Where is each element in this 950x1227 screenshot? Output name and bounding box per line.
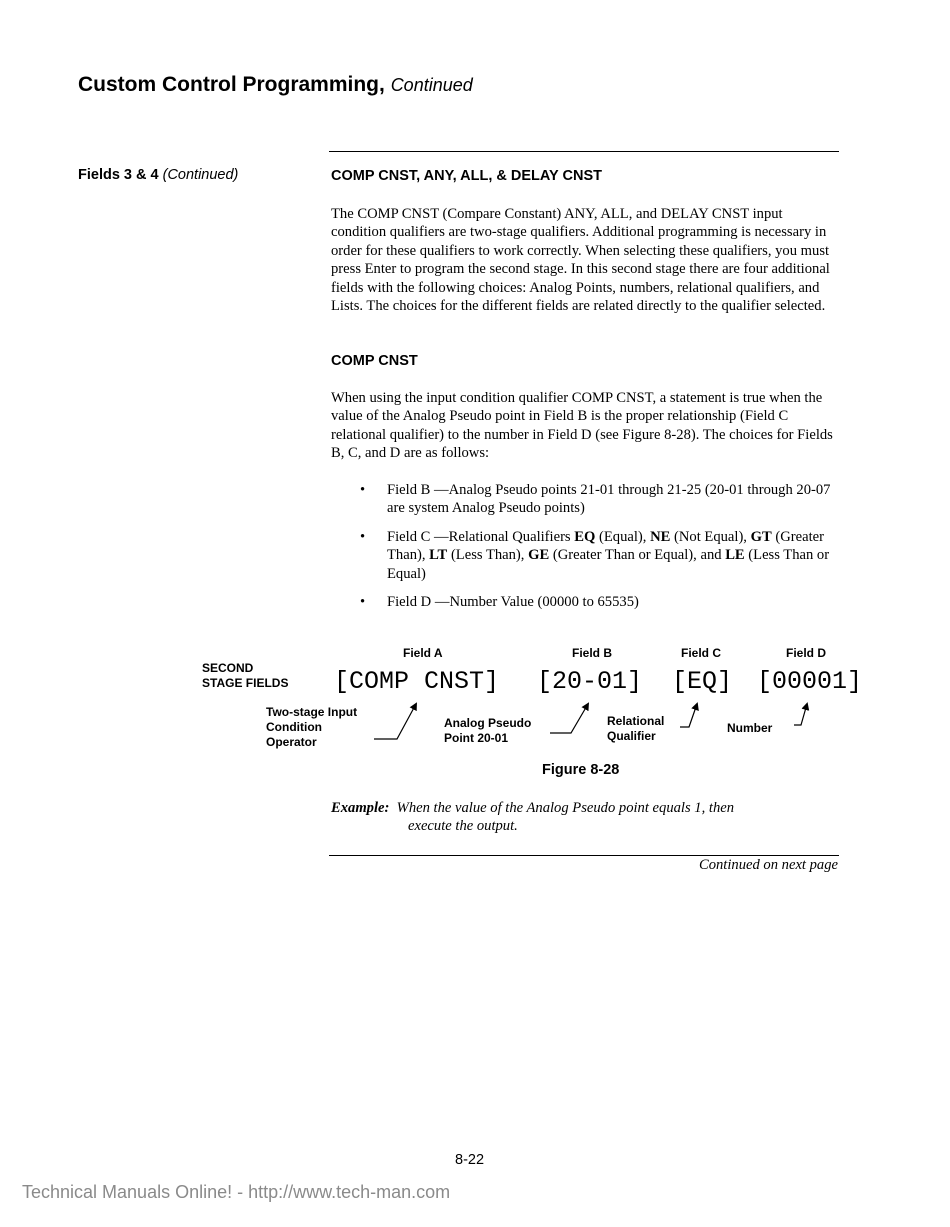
section-body-comp-cnst: When using the input condition qualifier COMP CNST, a statement is true when the value of the Analog Pseudo point in Field B is the proper relationship (Field C relational qualifier) to the number in Field D (see Figure 8-28). The choices for Fields B, C, and D are as follows: xyxy=(331,390,833,462)
callout-field-b xyxy=(444,716,531,746)
field-b-label: Field B xyxy=(572,646,613,660)
qualifier-lt: LT xyxy=(429,547,448,564)
example-label: Example: xyxy=(331,800,390,816)
callout-a-line2: Condition xyxy=(266,720,322,734)
arrow-field-b xyxy=(550,704,588,733)
qualifier-ge: GE xyxy=(528,547,550,564)
figure-left-label-line1: SECOND xyxy=(202,661,254,675)
page-title-continued: Continued xyxy=(390,75,473,95)
continued-notice: Continued on next page xyxy=(698,857,838,873)
callout-field-d: Number xyxy=(727,721,773,735)
callout-b-line1: Analog Pseudo xyxy=(444,716,532,730)
list-item-field-c xyxy=(360,528,840,583)
figure-left-label xyxy=(202,661,288,691)
field-c-text-1: Relational Qualifiers xyxy=(448,528,575,545)
callout-field-c xyxy=(607,714,664,744)
page-title xyxy=(78,73,473,97)
example-line2: execute the output. xyxy=(408,818,518,835)
field-c-label: Field C xyxy=(681,646,722,660)
arrow-field-a xyxy=(374,704,416,739)
field-choices-list xyxy=(360,481,840,621)
field-d-text: Number Value (00000 to 65535) xyxy=(449,594,639,611)
figure-caption: Figure 8-28 xyxy=(542,762,620,778)
field-c-value: [EQ] xyxy=(672,667,733,696)
callout-field-a xyxy=(266,705,357,750)
field-c-text-5: (Less Than), xyxy=(447,547,529,564)
example xyxy=(331,799,734,836)
field-c-text-7: (Less Than or Equal) xyxy=(387,547,830,582)
bullet-icon: • xyxy=(360,594,366,611)
callout-c-line2: Qualifier xyxy=(607,729,656,743)
callout-b-line2: Point 20-01 xyxy=(444,731,509,745)
field-c-text-3: (Not Equal), xyxy=(670,528,751,545)
field-c-prefix: Field C — xyxy=(387,528,449,545)
callout-c-line1: Relational xyxy=(607,714,665,728)
side-label xyxy=(78,167,238,183)
page-title-text: Custom Control Programming, xyxy=(78,73,385,96)
field-a-value: [COMP CNST] xyxy=(334,667,500,696)
field-c-text-4: (Greater Than), xyxy=(387,528,824,564)
list-item-field-b xyxy=(360,481,840,518)
bottom-divider xyxy=(329,855,839,856)
example-line1: When the value of the Analog Pseudo point equals 1, then xyxy=(396,800,735,816)
page-number: 8-22 xyxy=(455,1152,485,1168)
field-c-text-6: (Greater Than or Equal), and xyxy=(549,547,726,564)
section-heading-comp-cnst-any-all-delay: COMP CNST, ANY, ALL, & DELAY CNST xyxy=(331,168,602,184)
figure-left-label-line2: STAGE FIELDS xyxy=(202,676,289,690)
section-body-qualifiers: The COMP CNST (Compare Constant) ANY, ALL, and DELAY CNST input condition qualifiers are two-stage qualifiers. Additional programming is necessary in order for these qualifiers to work correctly. When selecting these qualifiers, you must press Enter to program the second stage. In this second stage there are four additional fields with the following choices: Analog Points, numbers, relational qualifiers, and Lists. The choices for the different fields are related directly to the qualifier selected. xyxy=(331,206,830,315)
section-heading-comp-cnst: COMP CNST xyxy=(331,353,418,369)
callout-a-line3: Operator xyxy=(266,735,317,749)
field-d-value: [00001] xyxy=(757,667,863,696)
qualifier-gt: GT xyxy=(750,528,772,545)
field-d-label: Field D xyxy=(786,646,827,660)
callout-a-line1: Two-stage Input xyxy=(266,705,358,719)
bullet-icon: • xyxy=(360,482,366,498)
side-label-main: Fields 3 & 4 xyxy=(78,167,159,183)
field-b-value: [20-01] xyxy=(537,667,643,696)
arrow-field-d xyxy=(794,704,807,725)
field-b-text: Analog Pseudo points 21-01 through 21-25 (20-01 through 20-07 are system Analog Pseudo points) xyxy=(387,482,831,517)
side-label-continued: (Continued) xyxy=(162,167,239,183)
qualifier-le: LE xyxy=(725,547,745,564)
footer-watermark: Technical Manuals Online! - http://www.tech-man.com xyxy=(22,1182,451,1202)
field-a-label: Field A xyxy=(403,646,443,660)
arrow-field-c xyxy=(680,704,697,727)
field-b-prefix: Field B — xyxy=(387,482,449,498)
field-d-prefix: Field D — xyxy=(387,594,450,611)
top-divider xyxy=(329,151,839,152)
bullet-icon: • xyxy=(360,528,366,545)
field-c-text-2: (Equal), xyxy=(595,528,651,545)
list-item-field-d xyxy=(360,593,840,611)
qualifier-ne: NE xyxy=(650,528,671,545)
qualifier-eq: EQ xyxy=(574,528,596,545)
